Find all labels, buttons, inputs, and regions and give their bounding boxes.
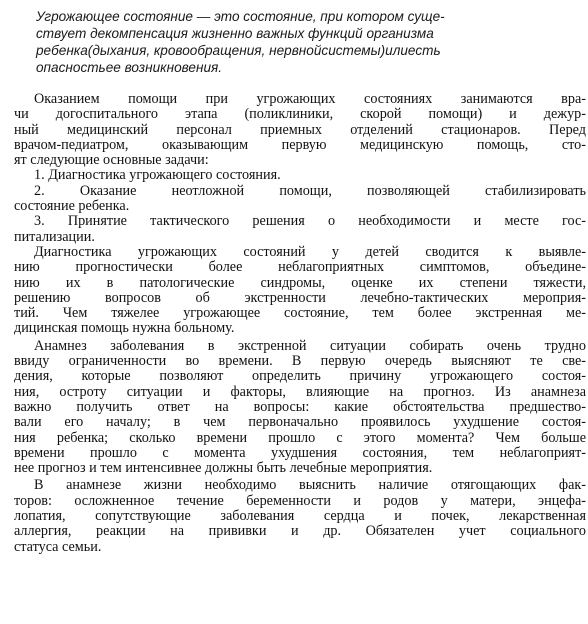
text-line: состояние ребенка. xyxy=(14,199,130,215)
text-line: Оказанием помощи при угрожающих состояниях занимаются вра- xyxy=(34,92,586,107)
text-line: чи догоспитального этапа (поликлиники, скорой помощи) и дежур- xyxy=(14,107,586,123)
text-line: аллергия, реакции на прививки и др. Обязателен учет социального xyxy=(14,524,586,540)
text-line: Анамнез заболевания в экстренной ситуации собирать очень трудно xyxy=(34,338,586,354)
text-line: ят следующие основные задачи: xyxy=(14,153,209,169)
definition-line: опасностьее возникновения. xyxy=(36,60,223,75)
text-line: 3. Принятие тактического решения о необходимости и месте гос- xyxy=(34,214,586,230)
text-line: ния ребенка; сколько времени прошло с этого момента? Чем больше xyxy=(14,430,586,446)
text-line: ный медицинский персонал приемных отделений стационаров. Перед xyxy=(14,122,586,138)
text-line: В анамнезе жизни необходимо выяснить наличие отягощающих фак- xyxy=(34,478,586,494)
definition-line: ствует декомпенсация жизненно важных функций организма xyxy=(36,26,434,41)
task-item-3 xyxy=(14,214,586,245)
text-line: ния, остроту ситуации и факторы, влияющие на прогноз. Из анамнеза xyxy=(14,384,586,400)
definition-line: Угрожающее состояние — это состояние, при котором суще- xyxy=(36,9,445,24)
text-line: ввиду ограниченности во времени. В первую очередь выясняют те све- xyxy=(14,354,586,370)
text-line: торов: осложненное течение беременности и родов у матери, энцефа- xyxy=(14,493,586,509)
definition-box xyxy=(36,8,576,76)
paragraph-anamnesis-life xyxy=(14,478,586,554)
text-line: нию прогностически более неблагоприятных симптомов, объедине- xyxy=(14,260,586,276)
text-line: дения, которые позволяют определить причину угрожающего состоя- xyxy=(14,369,586,385)
text-line: решению вопросов об экстренности лечебно-тактических мероприя- xyxy=(14,290,586,306)
text-line: важно получить ответ на вопросы: какие обстоятельства предшество- xyxy=(14,399,586,415)
text-line: дицинская помощь нужна больному. xyxy=(14,321,235,337)
text-line: врачом-педиатром, оказывающим первую медицинскую помощь, сто- xyxy=(14,137,586,153)
task-item-1 xyxy=(14,168,586,183)
text-line: 2. Оказание неотложной помощи, позволяющей стабилизировать xyxy=(34,183,586,199)
paragraph-diagnostics xyxy=(14,245,586,337)
text-line: вали его началу; в чем первоначально проявилось ухудшение состоя- xyxy=(14,415,586,431)
definition-line: ребенка(дыхания, кровообращения, нервнойсистемы)илиесть xyxy=(36,43,441,58)
paragraph-intro xyxy=(14,92,586,168)
text-line: нее прогноз и тем интенсивнее должны быть лечебные мероприятия. xyxy=(14,461,433,477)
task-item-2 xyxy=(14,184,586,215)
text-line: времени прошло с момента ухудшения состояния, тем неблагоприят- xyxy=(14,445,586,461)
text-line: лопатия, сопутствующие заболевания сердца и почек, лекарственная xyxy=(14,509,586,525)
text-line: питализации. xyxy=(14,229,95,245)
text-line: 1. Диагностика угрожающего состояния. xyxy=(34,168,281,184)
paragraph-anamnesis-disease xyxy=(14,339,586,477)
text-line: статуса семьи. xyxy=(14,539,102,555)
text-line: Диагностика угрожающих состояний у детей сводится к выявле- xyxy=(34,244,586,260)
body-text xyxy=(14,92,586,555)
text-line: нию их в патологические синдромы, оценке их степени тяжести, xyxy=(14,275,586,291)
text-line: тий. Чем тяжелее угрожающее состояние, тем более экстренная ме- xyxy=(14,306,586,322)
